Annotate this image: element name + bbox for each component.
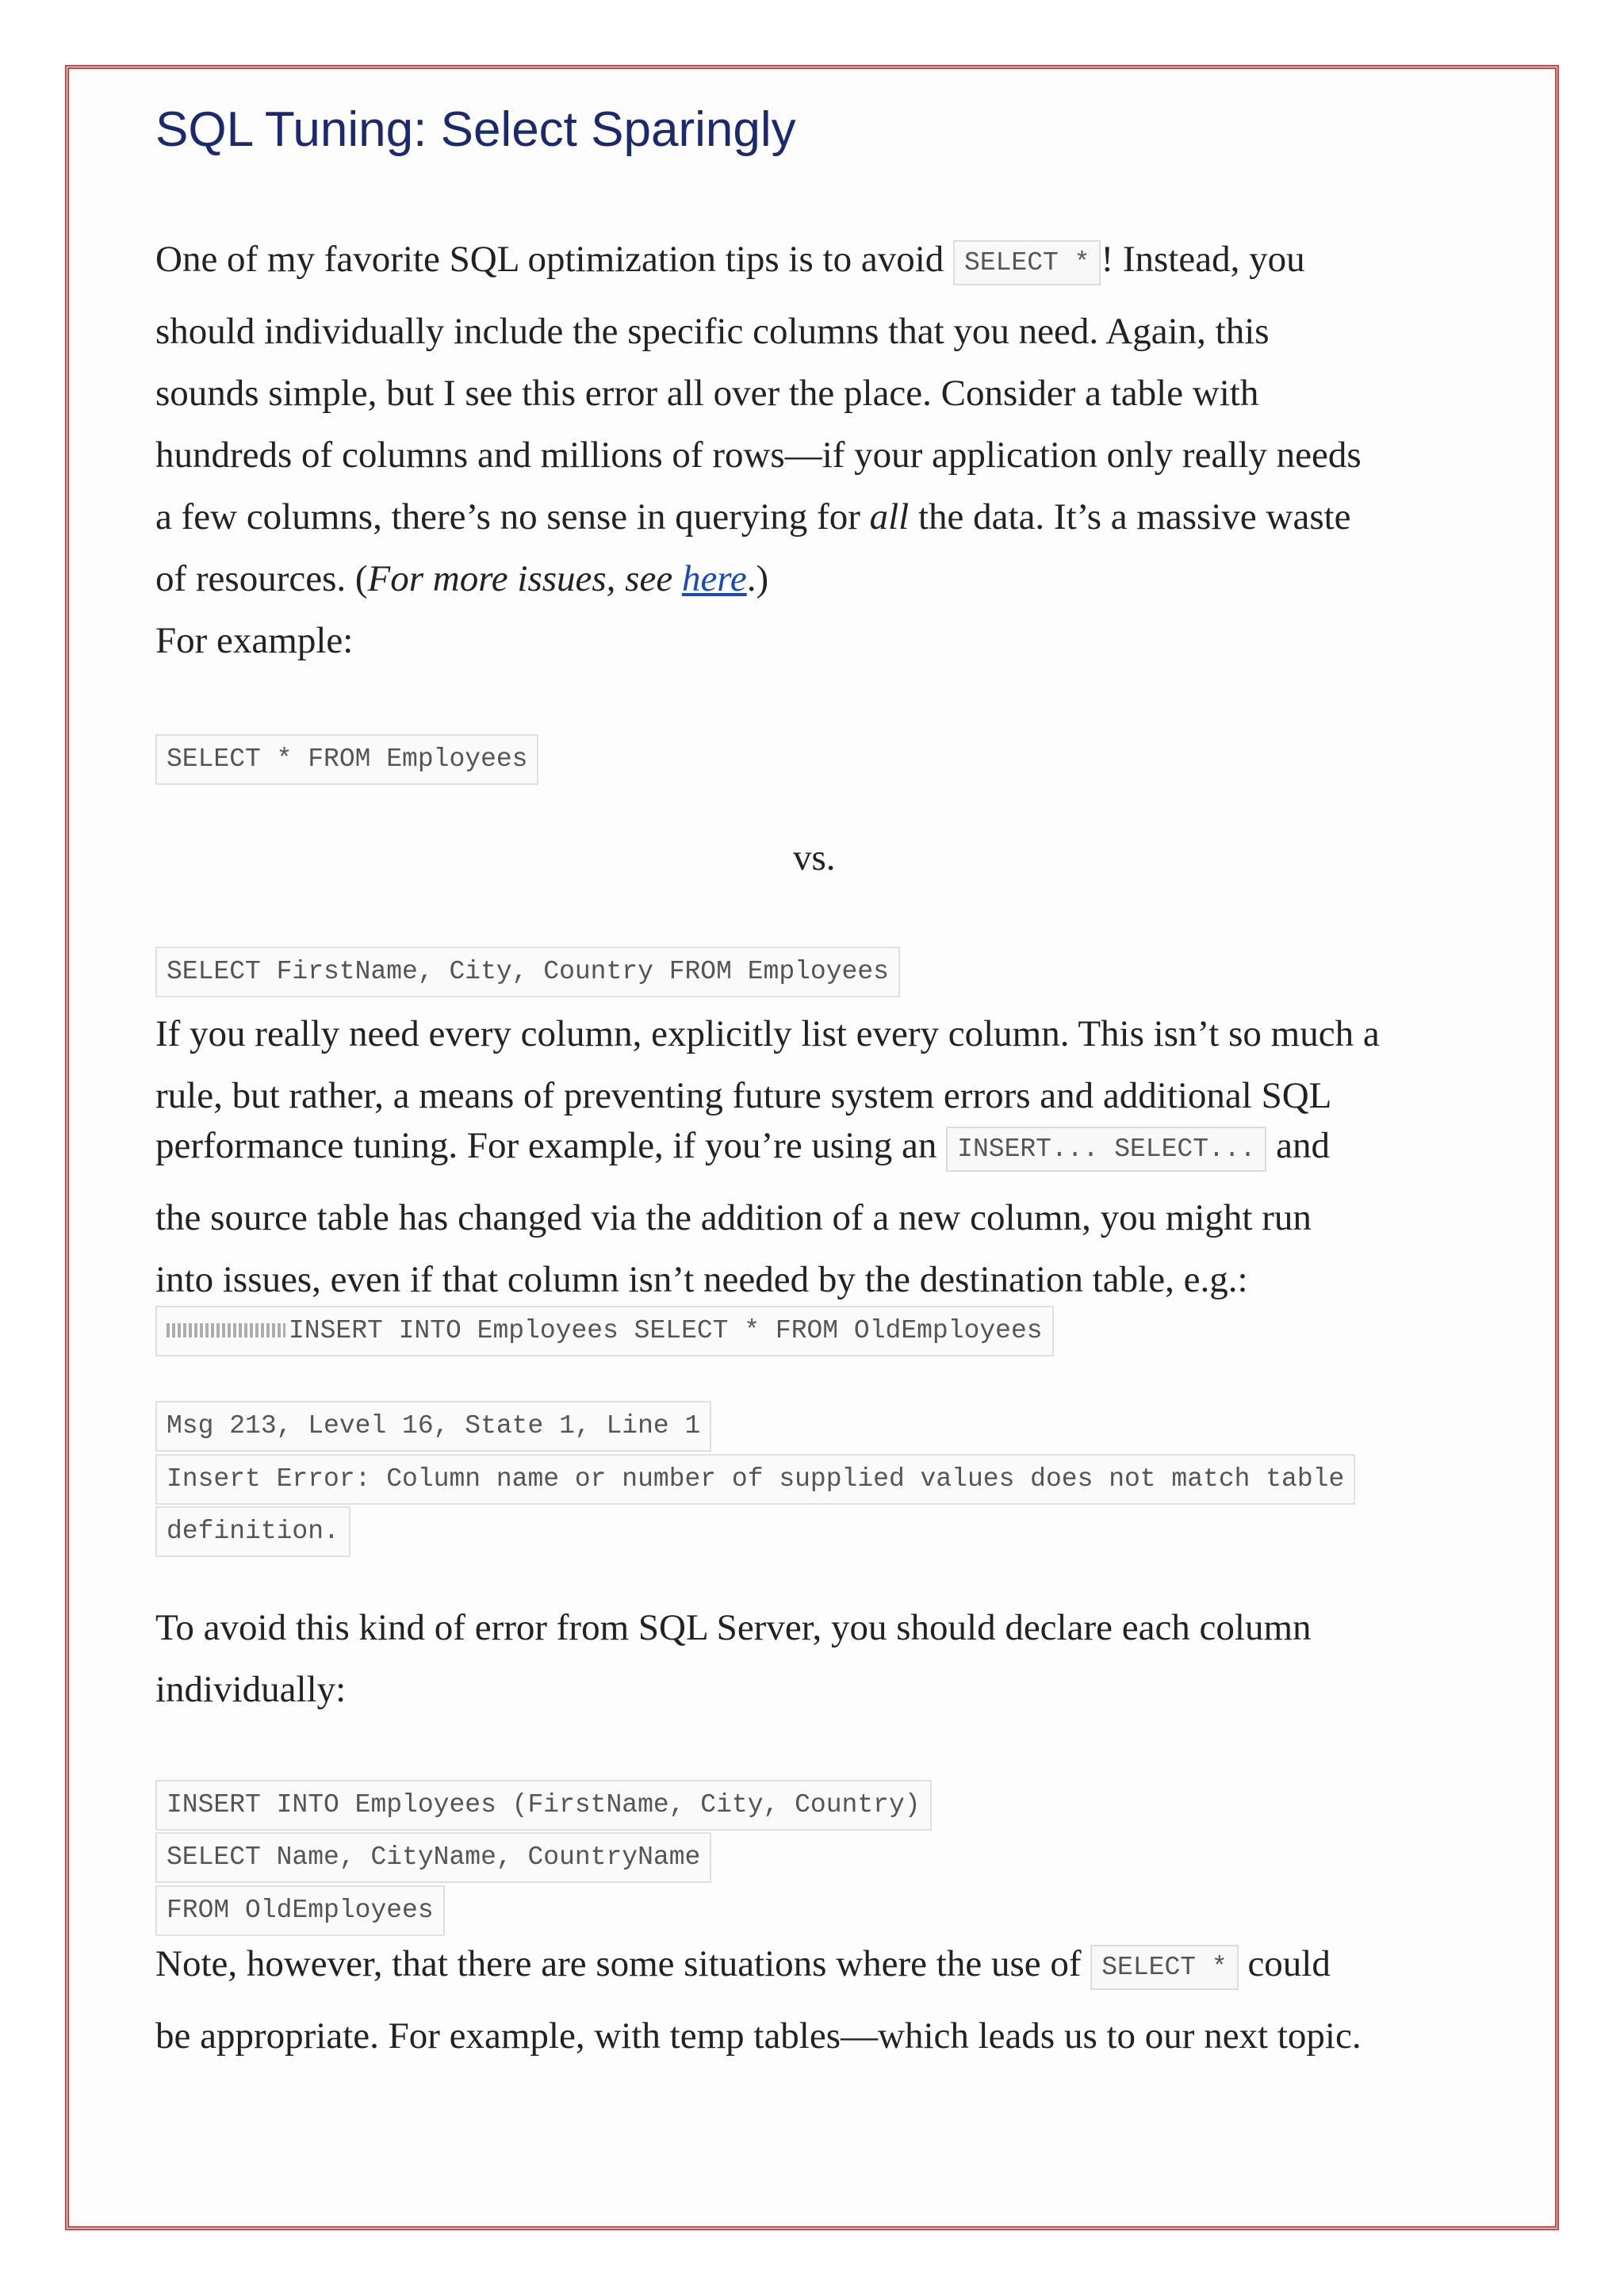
para1-line5 <box>155 496 1351 538</box>
para1-line4: hundreds of columns and millions of rows—if your application only really needs <box>155 434 1362 476</box>
para1-line2: should individually include the specific columns that you need. Again, this <box>155 311 1270 352</box>
para2-line3 <box>155 1124 1330 1167</box>
here-link[interactable]: here <box>681 558 747 599</box>
code-block-insert-select-star <box>155 1306 1054 1357</box>
error-line-1: Msg 213, Level 16, State 1, Line 1 <box>155 1401 711 1452</box>
code-block-insert-columns-1: INSERT INTO Employees (FirstName, City, Country) <box>155 1780 932 1831</box>
code3-text: INSERT INTO Employees SELECT * FROM OldEmployees <box>289 1316 1043 1345</box>
para2-text: performance tuning. For example, if you’re using an <box>155 1125 937 1166</box>
para2-line1: If you really need every column, explicitly list every column. This isn’t so much a <box>155 1013 1380 1054</box>
para4-text: could <box>1247 1943 1331 1984</box>
para1-text: the data. It’s a massive waste <box>917 496 1351 538</box>
para4-line1 <box>155 1942 1331 1985</box>
code-block-select-all: SELECT * FROM Employees <box>155 734 538 785</box>
inline-code-select-star-2: SELECT * <box>1090 1945 1238 1990</box>
para1-text: .) <box>746 558 769 599</box>
code-block-select-columns: SELECT FirstName, City, Country FROM Employees <box>155 947 900 997</box>
para3-line1: To avoid this kind of error from SQL Server, you should declare each column <box>155 1607 1312 1648</box>
inline-code-insert-select: INSERT... SELECT... <box>946 1127 1266 1172</box>
inline-code-select-star: SELECT * <box>953 240 1101 285</box>
para2-line5: into issues, even if that column isn’t needed by the destination table, e.g.: <box>155 1259 1248 1300</box>
para1-line3: sounds simple, but I see this error all over the place. Consider a table with <box>155 373 1259 414</box>
para1-line6 <box>155 557 768 600</box>
para1-text: One of my favorite SQL optimization tips is to avoid <box>155 239 944 280</box>
para3-line2: individually: <box>155 1669 347 1710</box>
para1-text: a few columns, there’s no sense in querying for <box>155 496 860 538</box>
para2-line2: rule, but rather, a means of preventing future system errors and additional SQL <box>155 1075 1332 1116</box>
para4-line2: be appropriate. For example, with temp tables—which leads us to our next topic. <box>155 2015 1362 2057</box>
error-line-2: Insert Error: Column name or number of supplied values does not match table <box>155 1454 1355 1505</box>
para2-line4: the source table has changed via the addition of a new column, you might run <box>155 1197 1312 1238</box>
emphasis-more-issues: For more issues, see <box>367 558 673 599</box>
emphasis-all: all <box>869 496 910 538</box>
para1-line7: For example: <box>155 620 354 661</box>
para1-line1 <box>155 238 1305 281</box>
code-block-insert-columns-3: FROM OldEmployees <box>155 1885 445 1936</box>
code-block-insert-columns-2: SELECT Name, CityName, CountryName <box>155 1832 711 1883</box>
page-title: SQL Tuning: Select Sparingly <box>155 102 796 157</box>
error-line-3: definition. <box>155 1506 350 1557</box>
para4-text: Note, however, that there are some situations where the use of <box>155 1943 1082 1984</box>
vs-text: vs. <box>793 837 836 878</box>
garbled-glyphs <box>167 1323 285 1337</box>
para1-text: of resources. ( <box>155 558 368 599</box>
para1-text: ! Instead, you <box>1101 239 1305 280</box>
para2-text: and <box>1276 1125 1331 1166</box>
